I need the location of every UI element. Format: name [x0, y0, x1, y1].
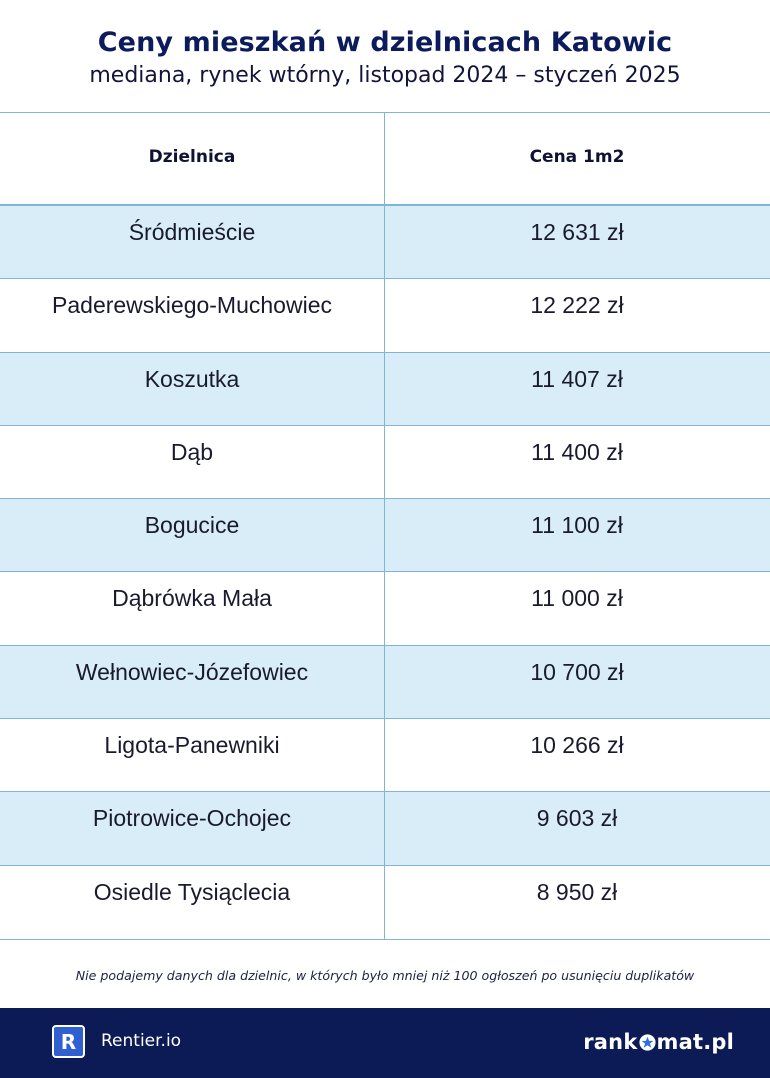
district-cell: Osiedle Tysiąclecia	[93, 878, 291, 905]
rankomat-logo-right: mat.pl	[656, 1030, 734, 1054]
page-subtitle: mediana, rynek wtórny, listopad 2024 – styczeń 2025	[89, 63, 681, 88]
price-cell: 12 222 zł	[530, 292, 624, 319]
column-header-price: Cena 1m2	[529, 146, 625, 167]
rankomat-logo-left: rank	[583, 1030, 638, 1054]
district-cell: Śródmieście	[128, 219, 256, 245]
district-cell: Dąbrówka Mała	[112, 585, 272, 612]
price-cell: 11 000 zł	[531, 585, 623, 612]
page-title: Ceny mieszkań w dzielnicach Katowic	[97, 27, 673, 58]
price-table	[0, 112, 770, 940]
footer-bar	[0, 1008, 770, 1078]
district-cell: Bogucice	[144, 512, 240, 539]
column-header-district: Dzielnica	[148, 146, 236, 167]
district-cell: Dąb	[170, 438, 214, 465]
rentier-name: Rentier.io	[101, 1031, 182, 1051]
district-cell: Koszutka	[144, 365, 240, 392]
table-row	[0, 426, 770, 499]
table-row	[0, 279, 770, 352]
table-row	[0, 572, 770, 645]
district-cell: Paderewskiego-Muchowiec	[52, 292, 332, 319]
table-row	[0, 646, 770, 719]
table-header	[0, 113, 770, 206]
rankomat-logo	[583, 1027, 734, 1057]
rentier-logo-icon: R	[52, 1025, 85, 1058]
price-cell: 10 266 zł	[530, 732, 624, 759]
table-row	[0, 499, 770, 572]
district-cell: Piotrowice-Ochojec	[92, 805, 292, 832]
table-row	[0, 206, 770, 279]
price-cell: 10 700 zł	[530, 658, 624, 685]
price-cell: 12 631 zł	[530, 219, 624, 245]
price-cell: 8 950 zł	[536, 878, 618, 905]
price-cell: 11 400 zł	[531, 438, 623, 465]
footnote: Nie podajemy danych dla dzielnic, w których było mniej niż 100 ogłoszeń po usunięciu duplikatów	[75, 968, 695, 983]
district-cell: Ligota-Panewniki	[104, 732, 280, 759]
price-cell: 11 100 zł	[531, 512, 623, 539]
table-row	[0, 792, 770, 865]
price-cell: 9 603 zł	[536, 805, 618, 832]
star-icon	[639, 1034, 656, 1051]
price-cell: 11 407 zł	[531, 365, 623, 392]
table-row	[0, 719, 770, 792]
table-row	[0, 353, 770, 426]
district-cell: Wełnowiec-Józefowiec	[75, 658, 309, 685]
table-row	[0, 866, 770, 939]
